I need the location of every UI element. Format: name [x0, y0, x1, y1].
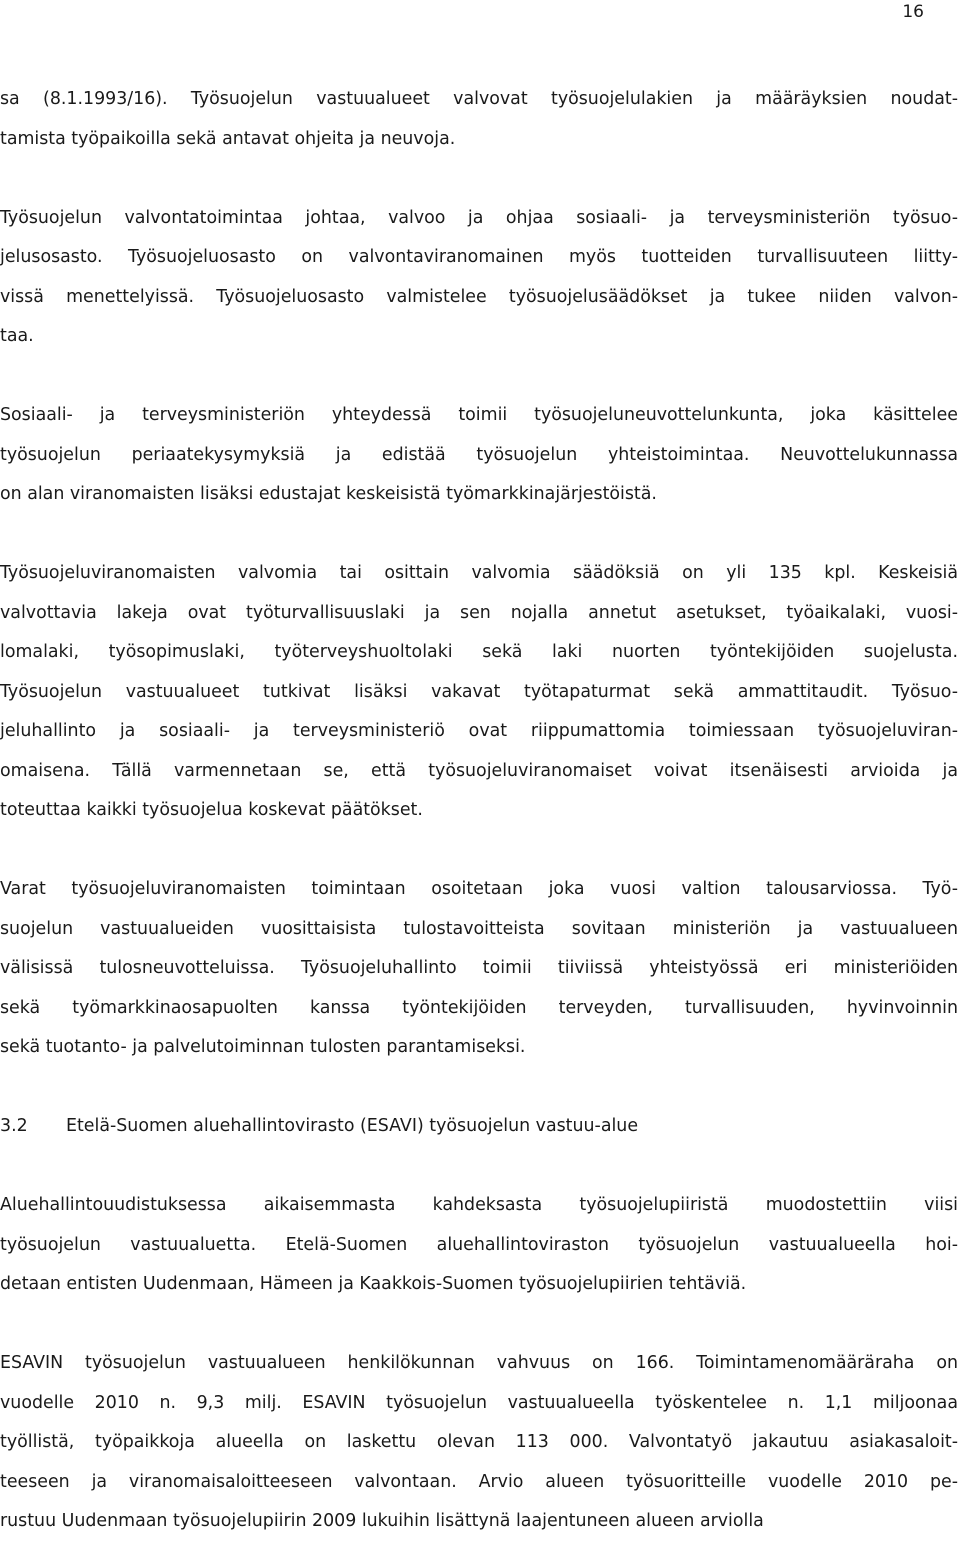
text-line: omaisena. Tällä varmennetaan se, että työsuojeluviranomaiset voivat itsenäisesti arvioida ja [0, 760, 958, 781]
text-line: lomalaki, työsopimuslaki, työterveyshuoltolaki sekä laki nuorten työntekijöiden suojelusta. [0, 642, 958, 662]
text-line: teeseen ja viranomaisaloitteeseen valvontaan. Arvio alueen työsuoritteille vuodelle 2010 pe- [0, 1471, 958, 1492]
text-line: jelusosasto. Työsuojeluosasto on valvontaviranomainen myös tuotteiden turvallisuuteen liitty- [0, 247, 958, 267]
text-line: rustuu Uudenmaan työsuojelupiirin 2009 lukuihin lisättynä laajentuneen alueen arviolla [0, 1511, 764, 1531]
text-line: vissä menettelyissä. Työsuojeluosasto valmistelee työsuojelusäädökset ja tukee niiden valvon- [0, 286, 958, 307]
text-line: Työsuojeluviranomaisten valvomia tai osittain valvomia säädöksiä on yli 135 kpl. Keskeisiä [0, 563, 958, 583]
text-line: Työsuojelun valvontatoimintaa johtaa, valvoo ja ohjaa sosiaali- ja terveysministeriön työsuo- [0, 207, 958, 228]
paragraph-3 [0, 396, 958, 515]
section-number: 3.2 [0, 1116, 28, 1136]
section-paragraph-1 [0, 1186, 958, 1305]
text-line: työsuojelun periaatekysymyksiä ja edistää työsuojelun yhteistoimintaa. Neuvottelukunnassa [0, 444, 958, 465]
document-body [0, 80, 958, 1542]
text-line: Aluehallintouudistuksessa aikaisemmasta kahdeksasta työsuojelupiiristä muodostettiin viisi [0, 1195, 958, 1215]
text-line: taa. [0, 326, 34, 346]
page-number: 16 [902, 2, 924, 22]
text-line: ESAVIN työsuojelun vastuualueen henkilökunnan vahvuus on 166. Toimintamenomääräraha on [0, 1353, 958, 1373]
text-line: jeluhallinto ja sosiaali- ja terveysministeriö ovat riippumattomia toimiessaan työsuojeluviran- [0, 721, 958, 741]
text-line: suojelun vastuualueiden vuosittaisista tulostavoitteista sovitaan ministeriön ja vastuualueen [0, 918, 958, 939]
section-title: Etelä-Suomen aluehallintovirasto (ESAVI) työsuojelun vastuu-alue [66, 1116, 639, 1136]
text-line: sa (8.1.1993/16). Työsuojelun vastuualueet valvovat työsuojelulakien ja määräyksien noudat- [0, 89, 958, 109]
text-line: Työsuojelun vastuualueet tutkivat lisäksi vakavat työtapaturmat sekä ammattitaudit. Työsuo- [0, 681, 958, 702]
text-line: on alan viranomaisten lisäksi edustajat keskeisistä työmarkkinajärjestöistä. [0, 484, 657, 504]
text-line: Sosiaali- ja terveysministeriön yhteydessä toimii työsuojeluneuvottelunkunta, joka käsittelee [0, 405, 958, 425]
text-line: valvottavia lakeja ovat työturvallisuuslaki ja sen nojalla annetut asetukset, työaikalaki, vuosi- [0, 602, 958, 623]
text-line: sekä tuotanto- ja palvelutoiminnan tulosten parantamiseksi. [0, 1037, 526, 1057]
text-line: Varat työsuojeluviranomaisten toimintaan osoitetaan joka vuosi valtion talousarviossa. Työ- [0, 879, 958, 899]
text-line: työllistä, työpaikkoja alueella on laskettu olevan 113 000. Valvontatyö jakautuu asiakasaloit- [0, 1432, 958, 1452]
section-paragraph-2 [0, 1344, 958, 1542]
section-heading [0, 1107, 958, 1147]
text-line: sekä työmarkkinaosapuolten kanssa työntekijöiden terveyden, turvallisuuden, hyvinvoinnin [0, 997, 958, 1018]
text-line: vuodelle 2010 n. 9,3 milj. ESAVIN työsuojelun vastuualueella työskentelee n. 1,1 miljoonaa [0, 1392, 958, 1413]
text-line: tamista työpaikoilla sekä antavat ohjeita ja neuvoja. [0, 128, 456, 149]
paragraph-1 [0, 80, 958, 159]
paragraph-4 [0, 554, 958, 831]
text-line: välisissä tulosneuvotteluissa. Työsuojeluhallinto toimii tiiviissä yhteistyössä eri ministeriöiden [0, 958, 958, 978]
text-line: detaan entisten Uudenmaan, Hämeen ja Kaakkois-Suomen työsuojelupiirien tehtäviä. [0, 1274, 747, 1294]
text-line: toteuttaa kaikki työsuojelua koskevat päätökset. [0, 800, 423, 820]
text-line: työsuojelun vastuualuetta. Etelä-Suomen aluehallintoviraston työsuojelun vastuualueella hoi- [0, 1234, 958, 1255]
paragraph-2 [0, 199, 958, 357]
paragraph-5 [0, 870, 958, 1068]
